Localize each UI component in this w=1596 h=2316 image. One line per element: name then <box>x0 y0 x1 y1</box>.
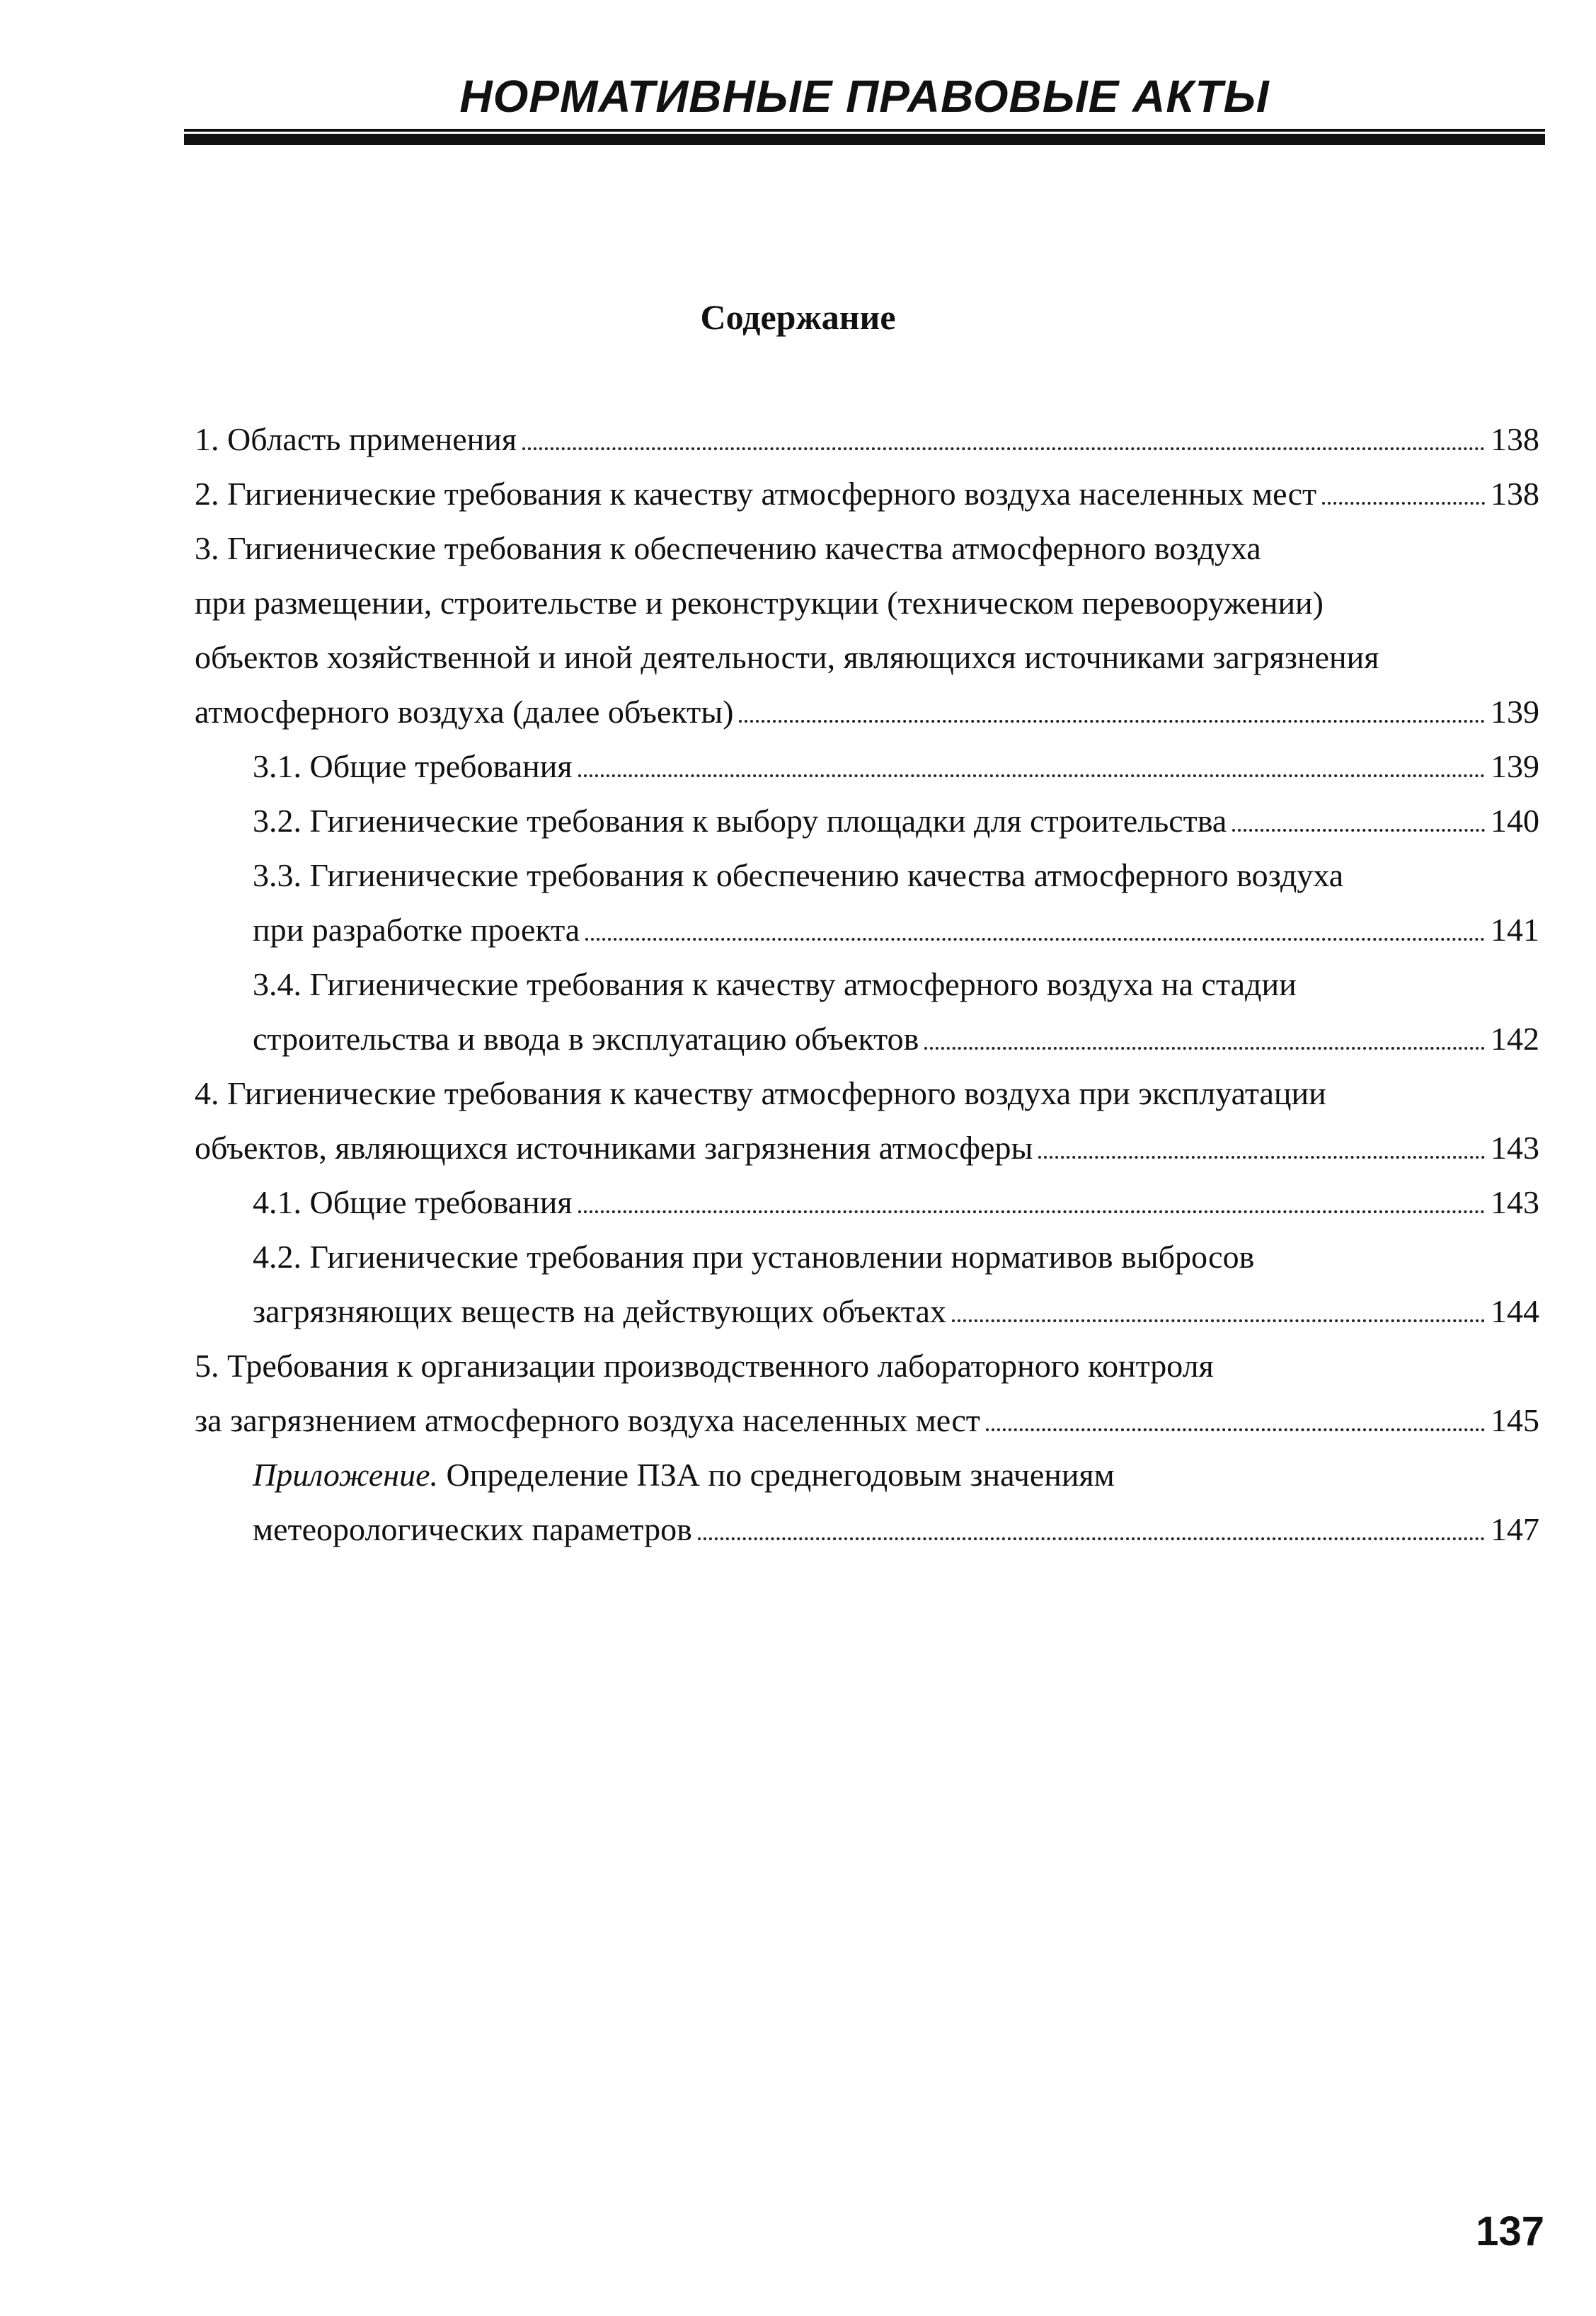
toc-page-number: 139 <box>1491 694 1539 730</box>
page-number: 137 <box>1476 2208 1544 2254</box>
toc-page-number: 141 <box>1491 912 1539 948</box>
toc-entry <box>195 1393 1539 1448</box>
dot-leader <box>1232 829 1485 832</box>
toc-entry <box>195 1284 1539 1338</box>
table-of-contents <box>195 412 1539 1557</box>
toc-heading: Содержание <box>700 297 896 337</box>
toc-entry-continuation <box>195 957 1539 1011</box>
toc-entry-text: 3. Гигиенические требования к обеспечению качества атмосферного воздуха <box>195 530 1261 566</box>
toc-entry-text: за загрязнением атмосферного воздуха населенных мест <box>195 1402 980 1438</box>
dot-leader <box>578 1210 1486 1213</box>
toc-page-number: 145 <box>1491 1402 1539 1438</box>
dot-leader <box>578 774 1486 777</box>
toc-entry-text: 2. Гигиенические требования к качеству атмосферного воздуха населенных мест <box>195 476 1317 512</box>
toc-entry-text: 3.3. Гигиенические требования к обеспечению качества атмосферного воздуха <box>253 857 1344 893</box>
toc-page-number: 138 <box>1491 421 1539 457</box>
toc-entry-continuation <box>195 575 1539 630</box>
toc-entry <box>195 1120 1539 1175</box>
toc-entry-title: Определение ПЗА по среднегодовым значениям <box>446 1457 1115 1493</box>
toc-entry-text: 3.1. Общие требования <box>253 748 573 784</box>
toc-page-number: 144 <box>1491 1293 1539 1329</box>
toc-entry <box>195 1175 1539 1229</box>
toc-entry-text: 4.1. Общие требования <box>253 1184 573 1220</box>
toc-page-number: 140 <box>1491 803 1539 839</box>
toc-entry-continuation <box>195 1448 1539 1502</box>
toc-page-number: 138 <box>1491 476 1539 512</box>
toc-entry-prefix: Приложение. <box>253 1457 439 1493</box>
toc-entry-text <box>253 1448 1115 1502</box>
toc-entry-text: атмосферного воздуха (далее объекты) <box>195 694 734 730</box>
toc-entry <box>195 1502 1539 1557</box>
toc-entry-text: 4.2. Гигиенические требования при установлении нормативов выбросов <box>253 1239 1255 1275</box>
toc-entry <box>195 1011 1539 1066</box>
toc-entry-text: при размещении, строительстве и реконструкции (техническом перевооружении) <box>195 585 1324 621</box>
toc-entry <box>195 684 1539 739</box>
dot-leader <box>698 1537 1485 1540</box>
dot-leader <box>585 938 1485 941</box>
dot-leader <box>952 1319 1485 1322</box>
toc-entry-text: при разработке проекта <box>253 912 580 948</box>
toc-page-number: 139 <box>1491 748 1539 784</box>
toc-entry <box>195 739 1539 793</box>
dot-leader <box>1038 1156 1485 1159</box>
toc-entry-continuation <box>195 848 1539 902</box>
running-header-title: НОРМАТИВНЫЕ ПРАВОВЫЕ АКТЫ <box>459 71 1270 122</box>
toc-entry-continuation <box>195 1338 1539 1393</box>
toc-entry-continuation <box>195 630 1539 684</box>
dot-leader <box>739 720 1485 723</box>
toc-entry-text: 3.4. Гигиенические требования к качеству атмосферного воздуха на стадии <box>253 966 1297 1002</box>
dot-leader <box>1322 502 1485 505</box>
header-rule <box>184 132 1545 145</box>
dot-leader <box>522 447 1485 450</box>
toc-entry-text: строительства и ввода в эксплуатацию объектов <box>253 1021 919 1057</box>
toc-entry-text: 4. Гигиенические требования к качеству атмосферного воздуха при эксплуатации <box>195 1075 1326 1111</box>
toc-entry-continuation <box>195 1229 1539 1284</box>
toc-entry <box>195 466 1539 521</box>
dot-leader <box>924 1047 1485 1050</box>
toc-entry-text: метеорологических параметров <box>253 1511 692 1547</box>
toc-entry-text: 1. Область применения <box>195 421 517 457</box>
toc-entry-continuation <box>195 1066 1539 1120</box>
toc-entry-continuation <box>195 521 1539 575</box>
toc-entry <box>195 793 1539 848</box>
toc-page-number: 142 <box>1491 1021 1539 1057</box>
toc-entry <box>195 902 1539 957</box>
toc-page-number: 143 <box>1491 1130 1539 1166</box>
toc-entry <box>195 412 1539 466</box>
toc-entry-text: 3.2. Гигиенические требования к выбору площадки для строительства <box>253 803 1227 839</box>
toc-page-number: 143 <box>1491 1184 1539 1220</box>
toc-entry-text: 5. Требования к организации производственного лабораторного контроля <box>195 1348 1214 1384</box>
toc-entry-text: загрязняющих веществ на действующих объектах <box>253 1293 946 1329</box>
dot-leader <box>986 1428 1485 1431</box>
toc-entry-text: объектов хозяйственной и иной деятельности, являющихся источниками загрязнения <box>195 639 1379 675</box>
toc-page-number: 147 <box>1491 1511 1539 1547</box>
toc-entry-text: объектов, являющихся источниками загрязнения атмосферы <box>195 1130 1033 1166</box>
running-header <box>184 68 1545 145</box>
